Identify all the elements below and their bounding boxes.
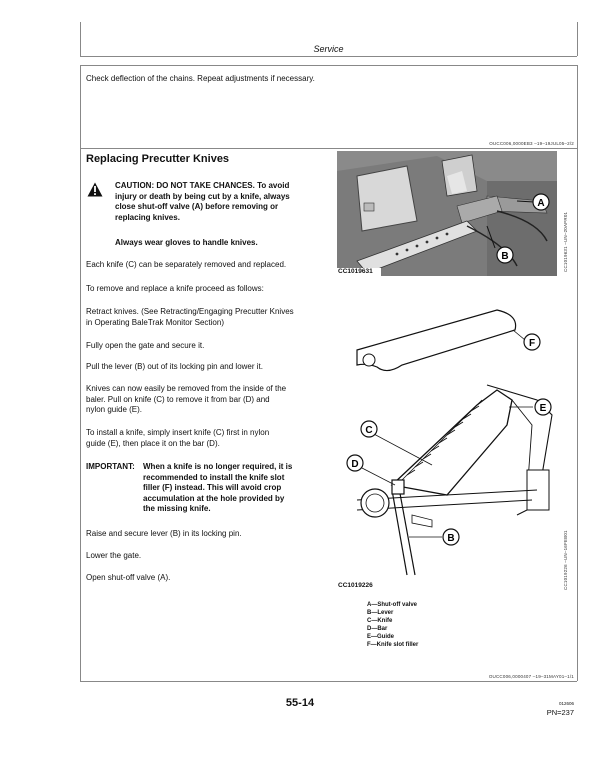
paragraph-8: Raise and secure lever (B) in its locking pin. <box>86 529 242 538</box>
important-line: filler (F) instead. This will avoid crop <box>143 483 282 492</box>
paragraph-6-line: baler. Pull on knife (C) to remove it from bar (D) and <box>86 394 270 404</box>
top-section-ref: OUCC006,0000EB3 –19–19JUL05–2/2 <box>489 141 574 146</box>
caution-line: injury or death by being cut by a knife, always <box>115 191 290 201</box>
paragraph-3 <box>86 307 294 328</box>
figure-1-id: CC1019631 <box>338 268 373 275</box>
legend-item: D—Bar <box>367 626 388 632</box>
footer-code: 012606 <box>558 701 574 706</box>
paragraph-6-line: nylon guide (E). <box>86 405 143 414</box>
caution-block <box>115 181 290 223</box>
paragraph-9: Lower the gate. <box>86 551 142 560</box>
legend-item: C—Knife <box>367 618 393 624</box>
page-number: 55-14 <box>285 697 315 709</box>
page-header-title: Service <box>313 44 344 54</box>
top-section-text: Check deflection of the chains. Repeat adjustments if necessary. <box>86 74 315 83</box>
caution-line: CAUTION: DO NOT TAKE CHANCES. To avoid <box>115 181 290 190</box>
top-box-left <box>80 65 81 148</box>
figure-legend <box>367 601 418 649</box>
legend-item: B—Lever <box>367 610 394 616</box>
top-box-right <box>577 65 578 148</box>
figure-2-id: CC1019226 <box>338 582 373 589</box>
main-box-bottom <box>80 681 577 682</box>
callout-f: F <box>528 338 536 349</box>
footer-pn: PN=237 <box>546 708 574 717</box>
section-title: Replacing Precutter Knives <box>86 153 230 165</box>
top-box-bottom <box>80 148 577 149</box>
gloves-warning: Always wear gloves to handle knives. <box>115 238 258 247</box>
paragraph-5: Pull the lever (B) out of its locking pin and lower it. <box>86 362 263 371</box>
warning-triangle-icon <box>87 182 103 197</box>
figure-2-side-ref: CC1019226 –UN–16FEB01 <box>563 530 568 590</box>
paragraph-6 <box>86 384 286 416</box>
important-line: When a knife is no longer required, it is <box>143 462 293 471</box>
paragraph-3-line: in Operating BaleTrak Monitor Section) <box>86 317 224 327</box>
paragraph-6-line: Knives can now easily be removed from the inside of the <box>86 384 287 393</box>
figure-1-photo <box>337 151 557 276</box>
callout-d: D <box>351 459 359 470</box>
main-box-left <box>80 143 81 681</box>
main-box-right <box>577 143 578 681</box>
callout-c: C <box>365 425 373 436</box>
caution-line: replacing knives. <box>115 212 180 222</box>
paragraph-4: Fully open the gate and secure it. <box>86 341 205 350</box>
figure-2-drawing <box>337 305 557 580</box>
important-block <box>143 462 292 515</box>
paragraph-2: To remove and replace a knife proceed as follows: <box>86 284 264 293</box>
callout-b: B <box>501 251 509 262</box>
figure-1-side-ref: CC1019631 –UN–20APR01 <box>563 211 568 272</box>
legend-item: A—Shut-off valve <box>367 602 418 608</box>
paragraph-10: Open shut-off valve (A). <box>86 573 171 582</box>
paragraph-7 <box>86 428 269 449</box>
callout-a: A <box>537 198 545 209</box>
callout-b2: B <box>447 533 455 544</box>
important-line: the missing knife. <box>143 504 211 513</box>
top-box-top <box>80 65 577 66</box>
legend-item: E—Guide <box>367 634 395 640</box>
callout-e: E <box>539 403 547 414</box>
main-section-ref: OUCC006,0000407 –19–31MAY01–1/1 <box>488 674 574 679</box>
important-label: IMPORTANT: <box>86 462 135 471</box>
header-rule <box>80 56 577 57</box>
important-line: recommended to install the knife slot <box>143 472 285 482</box>
paragraph-7-line: To install a knife, simply insert knife (C) first in nylon <box>86 428 270 437</box>
legend-item: F—Knife slot filler <box>367 642 419 648</box>
important-line: accumulation at the hole provided by <box>143 493 285 503</box>
frame-right-top <box>577 22 578 56</box>
paragraph-7-line: guide (E), then place it on the bar (D). <box>86 438 220 448</box>
paragraph-1: Each knife (C) can be separately removed and replaced. <box>86 260 287 269</box>
caution-line: close shut-off valve (A) before removing or <box>115 202 279 211</box>
paragraph-3-line: Retract knives. (See Retracting/Engaging Precutter Knives <box>86 307 294 316</box>
